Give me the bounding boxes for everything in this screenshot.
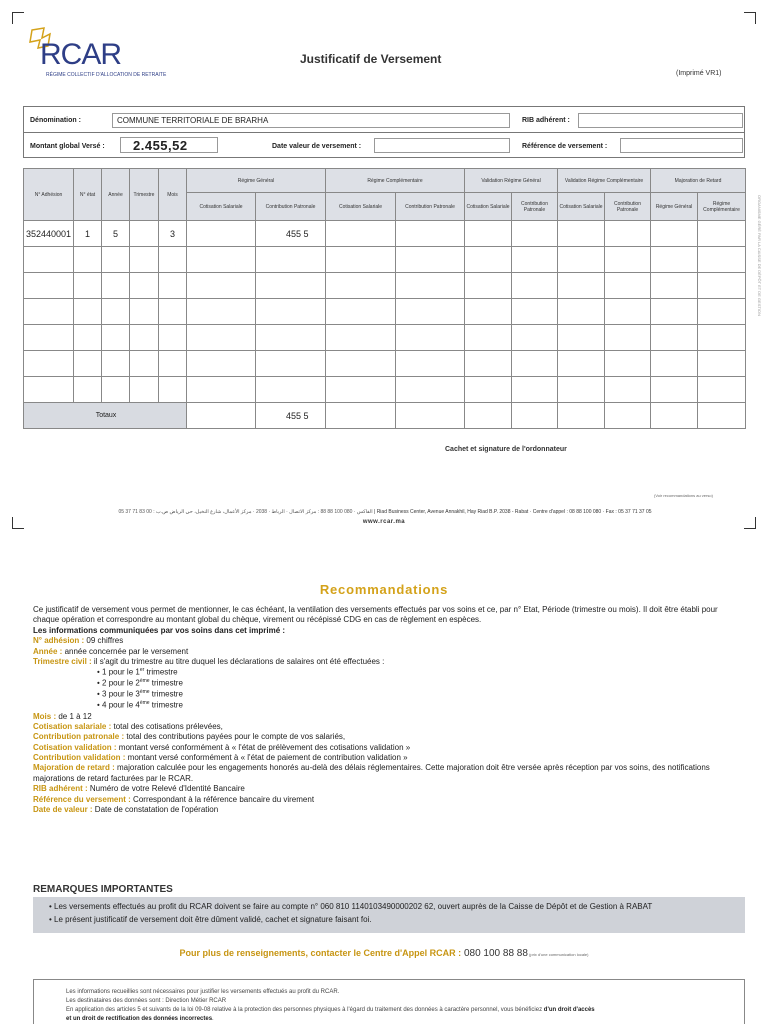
cell-empty[interactable] [256,273,326,299]
cell-empty[interactable] [465,247,512,273]
montant-label: Montant global Versé : [30,143,105,150]
logo-subtitle: RÉGIME COLLECTIF D'ALLOCATION DE RETRAITE [46,72,167,78]
cell-empty[interactable] [465,377,512,403]
remarques-title: REMARQUES IMPORTANTES [33,884,173,895]
cell-empty[interactable] [396,351,465,377]
contact-note: (prix d'une communication locale) [527,952,589,957]
cell-empty[interactable] [698,273,746,299]
rec-item-key: N° adhésion : [33,636,85,646]
group-regime-complementaire: Régime Complémentaire [326,169,465,193]
rec-item [33,805,745,815]
totaux-contribution-patronale-rg: 455 5 [256,403,326,429]
cell-empty[interactable] [102,325,130,351]
cell-empty[interactable] [651,273,698,299]
rec-item-text: de 1 à 12 [56,711,92,721]
cell-empty[interactable] [74,351,102,377]
cell-empty[interactable] [558,299,605,325]
cell-empty[interactable] [605,221,651,247]
trimestre-item [33,700,745,711]
cell-empty[interactable] [512,247,558,273]
corner-mark-top-right [744,12,756,24]
col-mois: Mois [159,169,187,221]
rec-item-text: Correspondant à la référence bancaire du virement [130,794,315,804]
cell-empty[interactable] [256,351,326,377]
totaux-row [24,403,746,429]
cell-empty[interactable] [396,377,465,403]
rec-item-text: total des contributions payées pour le compte de vos salariés, [124,732,346,742]
cell-empty[interactable] [256,299,326,325]
trimestre-item [33,689,745,700]
cell-empty[interactable] [465,299,512,325]
info-box [23,106,745,158]
cell-empty[interactable] [159,299,187,325]
remarque-item: • Les versements effectués au profit du RCAR doivent se faire au compte n° 060 810 1140103490000202 62, ouvert auprès de la Caisse de Dépôt et de Gestion à RABAT [49,902,653,911]
cell-empty[interactable] [102,273,130,299]
cell-empty[interactable] [605,351,651,377]
rec-items-2 [33,712,745,816]
cell-empty[interactable] [651,325,698,351]
rec-item [33,722,745,732]
cell-empty[interactable] [465,351,512,377]
cell-empty [605,403,651,429]
rec-trimestres [33,667,745,711]
cell-empty[interactable] [159,247,187,273]
cell-empty[interactable] [24,247,74,273]
cell-empty [187,403,256,429]
cell-empty [396,403,465,429]
cell-empty[interactable] [326,325,396,351]
cell-contribution-patronale-rg[interactable]: 455 5 [256,221,326,247]
sub-contribution-patronale-rc: Contribution Patronale [396,193,465,221]
rib-label: RIB adhérent : [522,117,570,124]
page-title: Justificatif de Versement [300,52,442,66]
sub-majoration-rc: Régime Complémentaire [698,193,746,221]
rec-item-key: Cotisation salariale : [33,721,112,731]
cell-empty[interactable] [159,273,187,299]
cell-empty[interactable] [651,377,698,403]
legal-notice [33,979,745,1024]
info-row-1 [24,107,744,133]
cell-empty[interactable] [326,299,396,325]
cell-empty [512,403,558,429]
trimestre-pre: • 3 pour le 3 [97,690,140,700]
cell-empty[interactable] [605,273,651,299]
rec-item-text: majoration calculée pour les engagements honorés au-delà des délais réglementaires. Cette majoration doit être versée après réception par vos soins, des notifications majorations de retard facturées par le RCAR. [33,763,710,783]
table-row [24,299,746,325]
recommandations-title: Recommandations [319,582,449,597]
logo-text: RCAR [40,38,122,71]
trimestre-pre: • 4 pour le 4 [97,701,140,711]
rec-item [33,795,745,805]
cell-empty[interactable] [326,221,396,247]
legal-line-4-bold: et un droit de rectification des données incorrectes [66,1016,213,1022]
sub-cotisation-salariale-rc: Cotisation Salariale [326,193,396,221]
cell-empty[interactable] [558,273,605,299]
trimestre-item [33,667,745,678]
cell-empty[interactable] [465,325,512,351]
cell-empty[interactable] [605,377,651,403]
cell-empty[interactable] [558,377,605,403]
cell-empty[interactable] [512,273,558,299]
corner-mark-top-left [12,12,24,24]
infos-title: Les informations communiquées par vos soins dans cet imprimé : [33,625,286,635]
rec-items [33,636,745,667]
cell-empty[interactable] [651,221,698,247]
sub-cotisation-salariale-vrc: Cotisation Salariale [558,193,605,221]
group-majoration: Majoration de Retard [651,169,746,193]
rec-item-key: Mois : [33,711,57,721]
contact-phone[interactable]: 080 100 88 88 [461,948,528,959]
voir-recommandations: (Voir recommandations au verso) [654,493,713,498]
rec-item-key: Trimestre civil : [33,656,92,666]
rec-item-text: il s'agit du trimestre au titre duquel les déclarations de salaires ont été effectuées : [91,656,385,666]
cell-empty[interactable] [159,325,187,351]
table-row [24,247,746,273]
sub-contribution-patronale-vrc: Contribution Patronale [605,193,651,221]
rec-item-text: montant versé conformément à « l'état de paiement de contribution validation » [125,753,408,763]
rec-item [33,657,745,667]
cell-empty[interactable] [102,247,130,273]
cell-empty[interactable] [512,299,558,325]
cell-empty[interactable] [326,247,396,273]
cell-empty[interactable] [698,247,746,273]
trimestre-sup: er [139,667,145,674]
rec-item-text: Date de constatation de l'opération [92,805,219,815]
cell-empty[interactable] [558,221,605,247]
remarque-item: • Le présent justificatif de versement doit être dûment validé, cachet et signature faisant foi. [49,914,372,924]
col-etat: N° état [74,169,102,221]
cell-empty[interactable] [698,325,746,351]
cell-empty[interactable] [465,221,512,247]
col-trimestre: Trimestre [130,169,159,221]
legal-line-4-text: . [212,1016,214,1022]
remarques-box [33,897,745,933]
cell-empty[interactable] [605,325,651,351]
cell-empty[interactable] [74,273,102,299]
cell-empty [698,403,746,429]
legal-line-1: Les informations recueillies sont nécessaires pour justifier les versements effectués au profit du RCAR. [66,989,340,995]
cell-empty[interactable] [24,325,74,351]
trimestre-sup: ème [139,689,150,696]
cell-mois[interactable]: 3 [159,221,187,247]
rec-item [33,636,745,646]
cell-empty[interactable] [326,273,396,299]
rec-item-key: Cotisation validation : [33,742,117,752]
trimestre-pre: • 1 pour le 1 [97,668,140,677]
cell-empty[interactable] [24,273,74,299]
cell-empty[interactable] [558,247,605,273]
cell-empty[interactable] [698,221,746,247]
sub-cotisation-salariale-rg: Cotisation Salariale [187,193,256,221]
trimestre-post: trimestre [149,690,183,700]
rec-item-text: 09 chiffres [84,636,124,646]
rec-item-key: Contribution patronale : [33,732,125,742]
cell-empty[interactable] [159,377,187,403]
contact-line [0,948,768,959]
cell-empty[interactable] [102,299,130,325]
table-row [24,221,746,247]
rec-item-text: année concernée par le versement [62,646,189,656]
rec-item [33,743,745,753]
date-valeur-label: Date valeur de versement : [272,143,362,150]
table-row [24,325,746,351]
cell-empty[interactable] [187,377,256,403]
contact-text: Pour plus de renseignements, contacter le Centre d'Appel RCAR : [179,948,462,958]
rec-item-text: total des cotisations prélevées, [111,721,223,731]
table-row [24,377,746,403]
cell-empty[interactable] [605,247,651,273]
cell-empty[interactable] [74,247,102,273]
website-link[interactable]: www.rcar.ma [362,519,406,525]
recommandations-body [33,605,745,815]
trimestre-sup: ème [139,678,150,685]
cell-annee[interactable]: 5 [102,221,130,247]
cell-empty[interactable] [102,377,130,403]
cell-empty[interactable] [396,325,465,351]
group-regime-general: Régime Général [187,169,326,193]
cell-empty[interactable] [24,351,74,377]
cell-empty[interactable] [102,351,130,377]
info-row-2 [24,133,744,159]
cell-empty[interactable] [24,299,74,325]
trimestre-post: trimestre [149,679,183,689]
legal-line-3-bold: d'un droit d'accès [543,1007,595,1013]
cell-empty[interactable] [558,351,605,377]
footer-address [35,509,735,515]
cell-empty[interactable] [130,247,159,273]
cell-empty[interactable] [256,377,326,403]
rec-item-key: Date de valeur : [33,805,93,815]
versement-table-wrap [23,168,746,429]
rec-item-text: montant versé conformément à « l'état de prélèvement des cotisations validation » [116,742,411,752]
cell-empty[interactable] [396,247,465,273]
cell-empty[interactable] [698,351,746,377]
col-adhesion: N° Adhésion [24,169,74,221]
sub-contribution-patronale-rg: Contribution Patronale [256,193,326,221]
cell-empty[interactable] [187,273,256,299]
rec-item-key: Référence du versement : [33,794,131,804]
cell-empty [326,403,396,429]
totaux-label: Totaux [24,403,187,429]
rec-item [33,732,745,742]
cell-empty[interactable] [465,273,512,299]
reference-field[interactable] [620,138,743,153]
cell-empty[interactable] [396,221,465,247]
cell-empty[interactable] [698,377,746,403]
cell-empty[interactable] [187,299,256,325]
cell-empty[interactable] [159,351,187,377]
footer-separator: | [373,509,377,515]
rec-item-key: RIB adhérent : [33,784,88,794]
legal-line-4 [66,1015,744,1024]
date-valeur-field[interactable] [374,138,510,153]
cell-empty[interactable] [187,351,256,377]
cell-empty[interactable] [651,247,698,273]
cell-empty[interactable] [605,299,651,325]
cell-empty[interactable] [74,377,102,403]
denomination-field[interactable]: COMMUNE TERRITORIALE DE BRARHA [112,113,510,128]
trimestre-item [33,678,745,689]
rec-item [33,712,745,722]
denomination-label: Dénomination : [30,117,81,124]
cell-adhesion[interactable]: 352440001 [24,221,74,247]
reference-label: Référence de versement : [522,143,608,150]
group-validation-rc: Validation Régime Complémentaire [558,169,651,193]
cell-empty [651,403,698,429]
cell-empty[interactable] [187,247,256,273]
group-validation-rg: Validation Régime Général [465,169,558,193]
sub-cotisation-salariale-vrg: Cotisation Salariale [465,193,512,221]
legal-line-3 [66,1006,744,1015]
legal-line-2: Les destinataires des données sont : Direction Métier RCAR [66,998,227,1004]
footer-address-french: Riad Business Center, Avenue Annakhil, Hay Riad B.P. 2038 - Rabat · Centre d'appel : 08 88 100 080 · Fax : 05 37 71 37 05 [376,509,652,515]
cell-empty[interactable] [130,377,159,403]
cell-empty[interactable] [187,221,256,247]
cell-empty[interactable] [187,325,256,351]
montant-field[interactable]: 2.455,52 [120,137,218,153]
table-row [24,273,746,299]
cell-empty[interactable] [256,247,326,273]
legal-line-3-text: En application des articles 5 et suivants de la loi 09-08 relative à la protection des personnes physiques à l'égard du traitement des données à caractère personnel, vous bénéficiez [66,1007,544,1013]
cachet-signature: Cachet et signature de l'ordonnateur [445,446,567,453]
col-annee: Année [102,169,130,221]
cell-empty[interactable] [256,325,326,351]
rec-item [33,763,745,784]
cell-empty[interactable] [651,299,698,325]
recommandations-intro: Ce justificatif de versement vous permet de mentionner, le cas échéant, la ventilation des versements effectués par vos soins et ce, par n° Etat, Période (trimestre ou mois). Il doit être établi pour chaque opération et correspondre au montant global du chèque, virement ou récépissé CDG en cas de règlement en espèces. [33,605,718,625]
cell-empty[interactable] [512,325,558,351]
cell-empty[interactable] [74,299,102,325]
rec-item [33,647,745,657]
rib-field[interactable] [578,113,743,128]
rcar-logo [26,24,167,82]
sub-contribution-patronale-vrg: Contribution Patronale [512,193,558,221]
cell-empty[interactable] [512,221,558,247]
cell-empty [465,403,512,429]
cell-empty[interactable] [512,377,558,403]
rec-item-text: Numéro de votre Relevé d'Identité Bancaire [87,784,245,794]
sub-majoration-rg: Régime Général [651,193,698,221]
rec-item [33,784,745,794]
cell-empty[interactable] [326,377,396,403]
rec-item-key: Année : [33,646,63,656]
cell-empty[interactable] [24,377,74,403]
cell-empty[interactable] [130,325,159,351]
cell-empty[interactable] [130,299,159,325]
side-vertical-text: ORGANISME GÉRÉ PAR LA CAISSE DE DÉPÔT ET DE GESTION [757,195,762,316]
cell-empty[interactable] [396,299,465,325]
rec-item-key: Contribution validation : [33,753,126,763]
cell-empty[interactable] [558,325,605,351]
rec-item [33,753,745,763]
trimestre-sup: ème [139,700,150,707]
cell-empty[interactable] [512,351,558,377]
trimestre-post: trimestre [144,668,178,677]
cell-empty[interactable] [651,351,698,377]
table-row [24,351,746,377]
cell-empty[interactable] [74,325,102,351]
cell-empty [558,403,605,429]
cell-empty[interactable] [698,299,746,325]
versement-table [23,168,746,429]
cell-empty[interactable] [130,273,159,299]
empty-rows [24,247,746,403]
rec-item-key: Majoration de retard : [33,763,115,773]
cell-empty[interactable] [130,351,159,377]
form-code: (Imprimé VR1) [676,70,722,77]
cell-etat[interactable]: 1 [74,221,102,247]
cell-trimestre[interactable] [130,221,159,247]
cell-empty[interactable] [396,273,465,299]
footer-address-arabic: 05 37 71 83 00 : الفاكس · 080 100 88 88 : مركز الاتصال · الرباط · 2038 · مركز الأعمال، شارع النخيل، حي الرياض ص.ب [118,509,373,515]
trimestre-pre: • 2 pour le 2 [97,679,140,689]
cell-empty[interactable] [326,351,396,377]
trimestre-post: trimestre [149,701,183,711]
